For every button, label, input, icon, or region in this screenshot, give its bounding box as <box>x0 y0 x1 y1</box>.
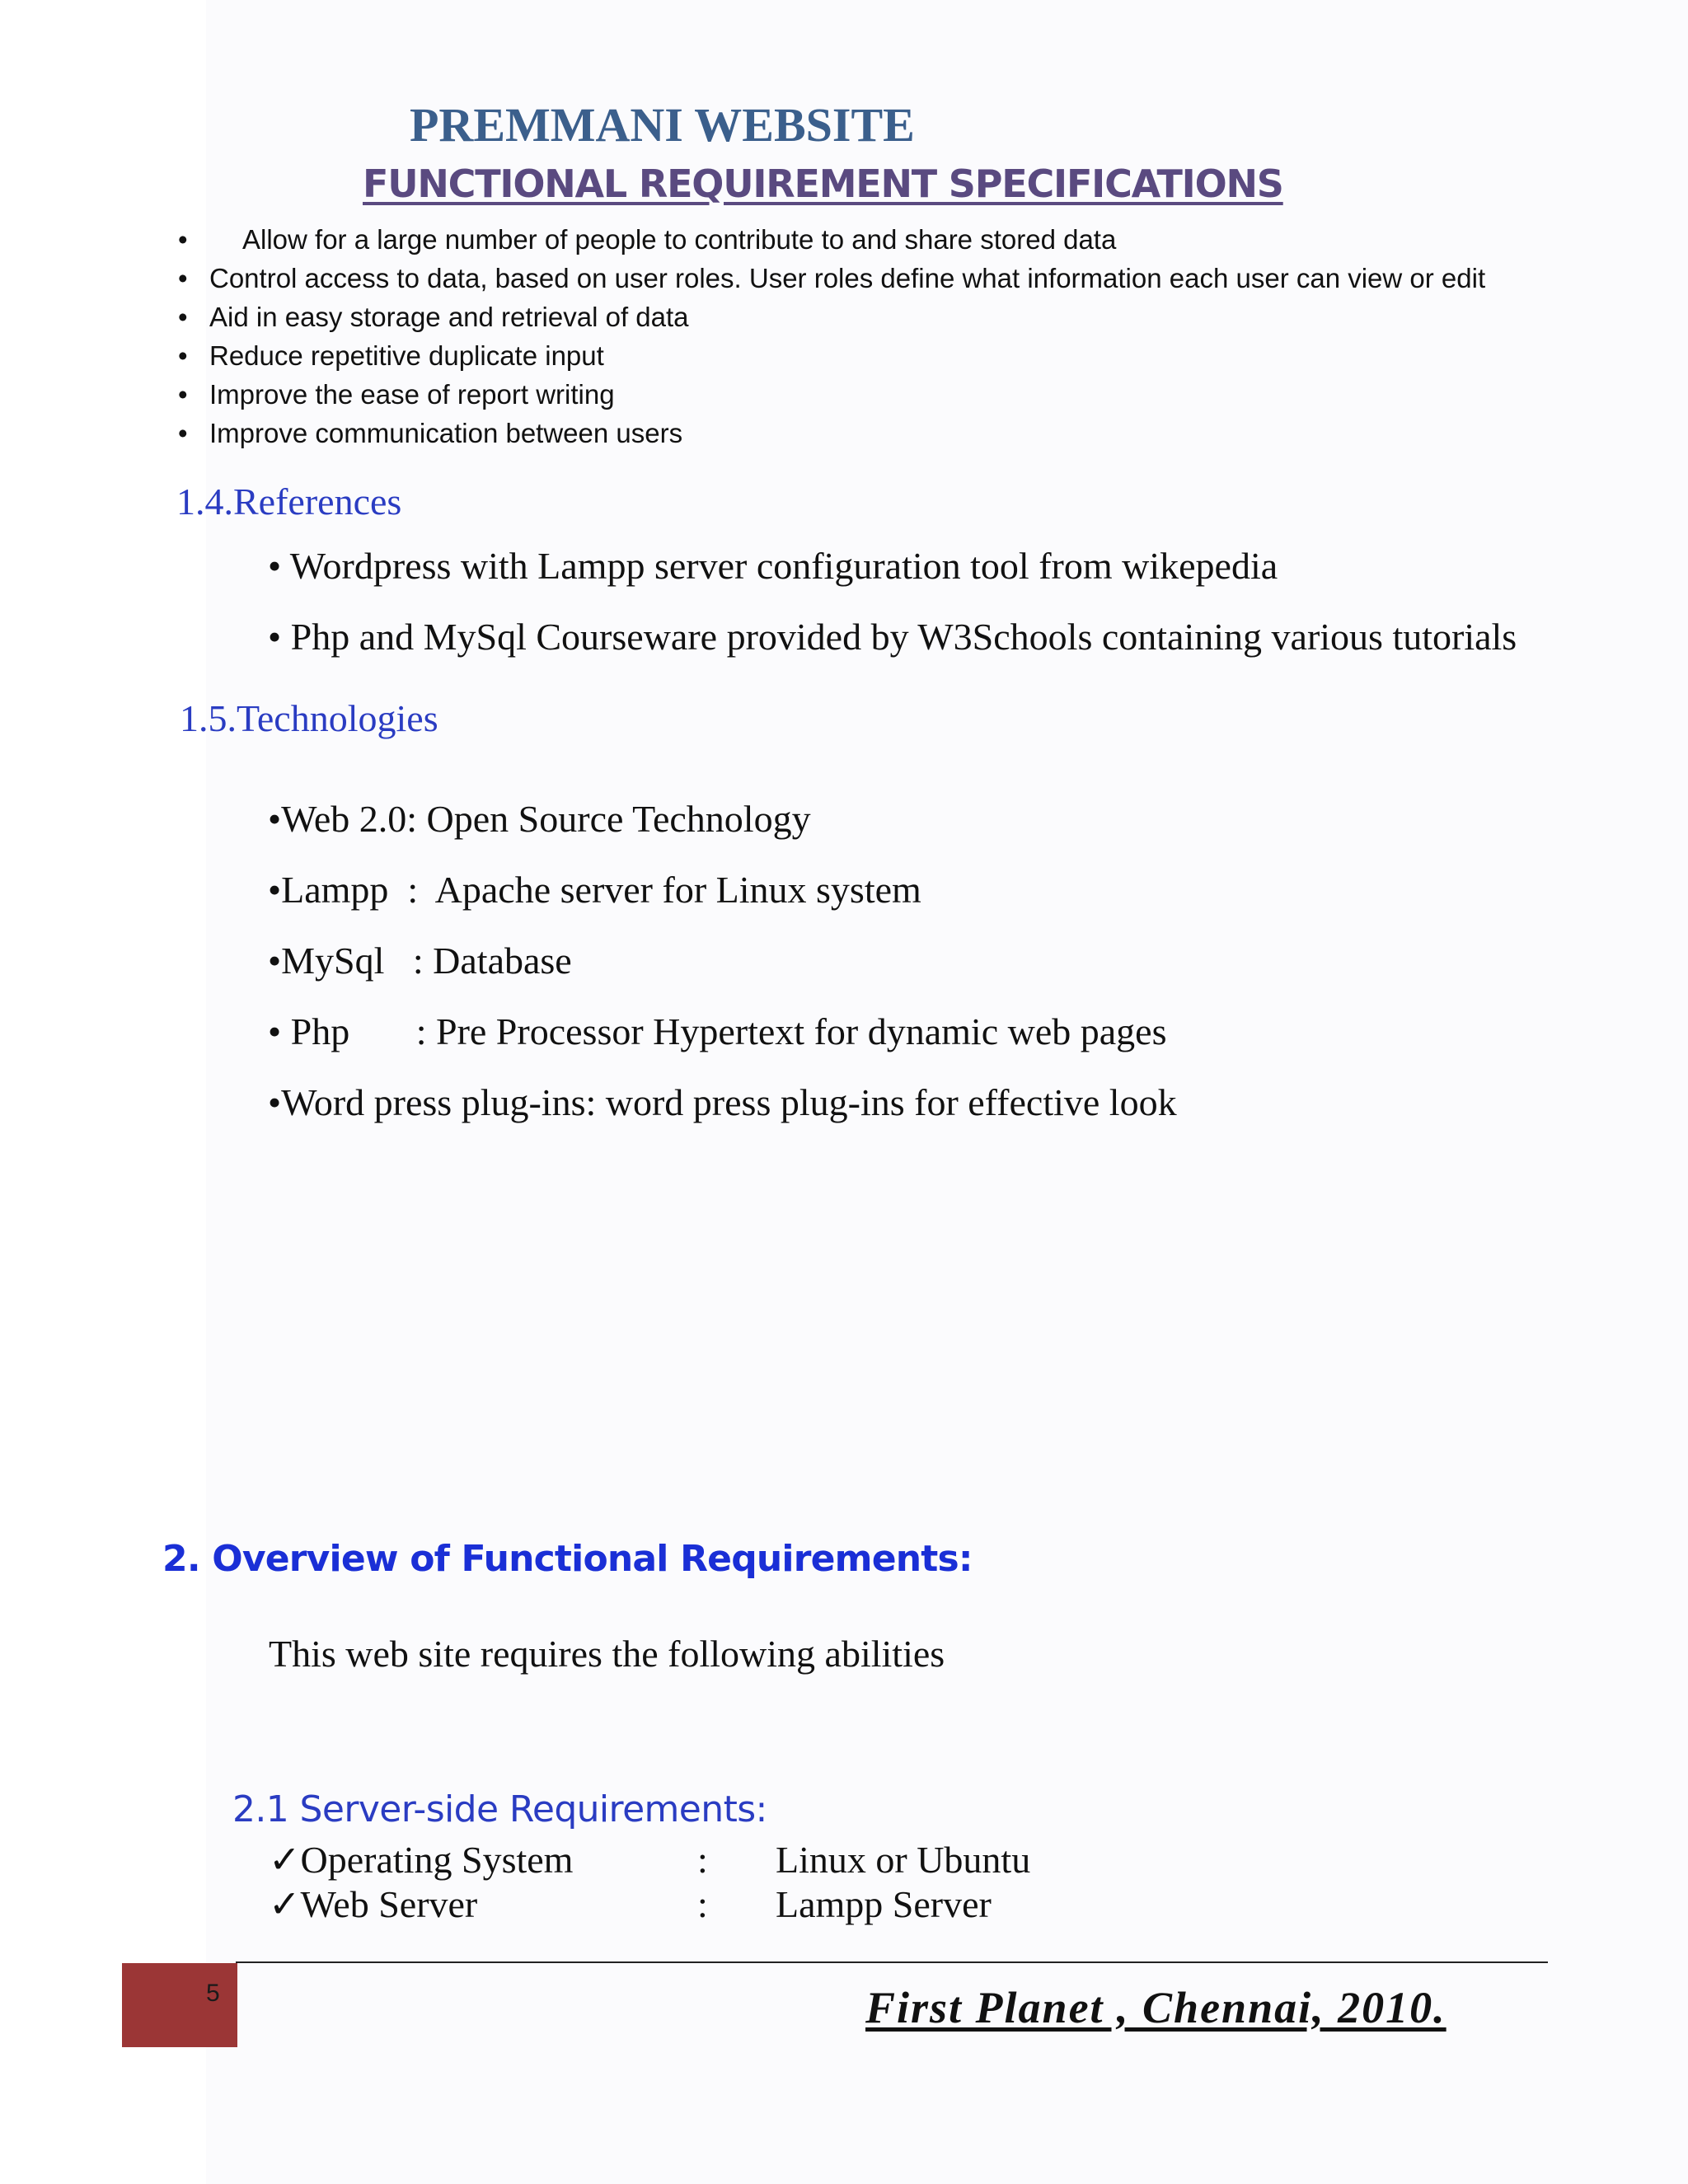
list-item-text: Improve the ease of report writing <box>209 379 615 410</box>
footer-text: First Planet , Chennai, 2010. <box>865 1983 1447 2032</box>
technology-desc: Pre Processor Hypertext for dynamic web pages <box>435 1010 1167 1052</box>
document-title: PREMMANI WEBSITE <box>410 98 915 152</box>
technology-item <box>268 1079 1177 1150</box>
technology-term: Lampp <box>281 869 389 911</box>
requirement-value: Lampp Server <box>776 1883 992 1925</box>
requirement-separator: : <box>697 1839 708 1881</box>
bullet-icon: • <box>268 1010 282 1052</box>
reference-item <box>268 544 1278 588</box>
technology-separator: : <box>585 1081 606 1123</box>
technologies-list <box>268 795 1177 1150</box>
reference-item <box>268 615 1517 658</box>
bullet-icon: • <box>268 869 282 911</box>
bullet-icon: • <box>178 302 188 332</box>
bullet-icon: • <box>178 263 188 293</box>
technology-term: Word press plug-ins <box>281 1081 586 1123</box>
bullet-icon: • <box>268 798 282 840</box>
requirement-separator: : <box>697 1883 708 1925</box>
server-side-heading: 2.1 Server-side Requirements: <box>232 1788 767 1830</box>
checkmark-icon: ✓ <box>269 1839 301 1881</box>
requirement-key-text: Operating System <box>300 1839 574 1881</box>
technologies-heading: 1.5.Technologies <box>180 697 438 739</box>
reference-text: Php and MySql Courseware provided by W3Schools containing various tutorials <box>290 616 1517 658</box>
technology-item <box>268 1008 1177 1079</box>
technology-term: Web 2.0 <box>281 798 407 840</box>
list-item-text: Improve communication between users <box>209 418 683 448</box>
overview-heading: 2. Overview of Functional Requirements: <box>162 1538 973 1580</box>
bullet-icon: • <box>178 379 188 410</box>
technology-separator: : <box>384 940 434 982</box>
bullet-icon: • <box>268 940 282 982</box>
technology-separator: : <box>349 1010 436 1052</box>
requirement-value: Linux or Ubuntu <box>776 1839 1031 1881</box>
requirement-key <box>269 1838 573 1882</box>
checkmark-icon: ✓ <box>269 1883 301 1925</box>
bullet-icon: • <box>178 340 188 371</box>
technology-desc: Database <box>433 940 572 982</box>
technology-separator: : <box>388 869 435 911</box>
bullet-icon: • <box>178 224 188 255</box>
bullet-icon: • <box>178 418 188 448</box>
bullet-icon: • <box>268 616 291 658</box>
overview-text: This web site requires the following abilities <box>269 1633 945 1675</box>
references-heading: 1.4.References <box>176 480 402 523</box>
requirement-key <box>269 1882 477 1927</box>
technology-separator: : <box>406 798 427 840</box>
bullet-icon: • <box>268 1081 282 1123</box>
document-subtitle: FUNCTIONAL REQUIREMENT SPECIFICATIONS <box>363 162 1283 206</box>
technology-desc: word press plug-ins for effective look <box>605 1081 1177 1123</box>
footer-divider <box>236 1961 1548 1963</box>
list-item-text: Aid in easy storage and retrieval of data <box>209 302 689 332</box>
requirement-key-text: Web Server <box>300 1883 478 1925</box>
list-item-text: Reduce repetitive duplicate input <box>209 340 604 371</box>
list-item-text: Allow for a large number of people to contribute to and share stored data <box>242 224 1117 255</box>
technology-item <box>268 937 1177 1008</box>
reference-text: Wordpress with Lampp server configuration tool from wikepedia <box>289 545 1278 587</box>
technology-desc: Open Source Technology <box>426 798 811 840</box>
page-number: 5 <box>206 1980 220 2007</box>
bullet-icon: • <box>268 545 290 587</box>
technology-item <box>268 866 1177 937</box>
technology-term: Php <box>281 1010 350 1052</box>
technology-item <box>268 795 1177 866</box>
page-number-box <box>122 1963 237 2047</box>
list-item-text: Control access to data, based on user roles. User roles define what information each user can view or edit <box>209 263 1486 293</box>
technology-desc: Apache server for Linux system <box>434 869 921 911</box>
technology-term: MySql <box>281 940 385 982</box>
